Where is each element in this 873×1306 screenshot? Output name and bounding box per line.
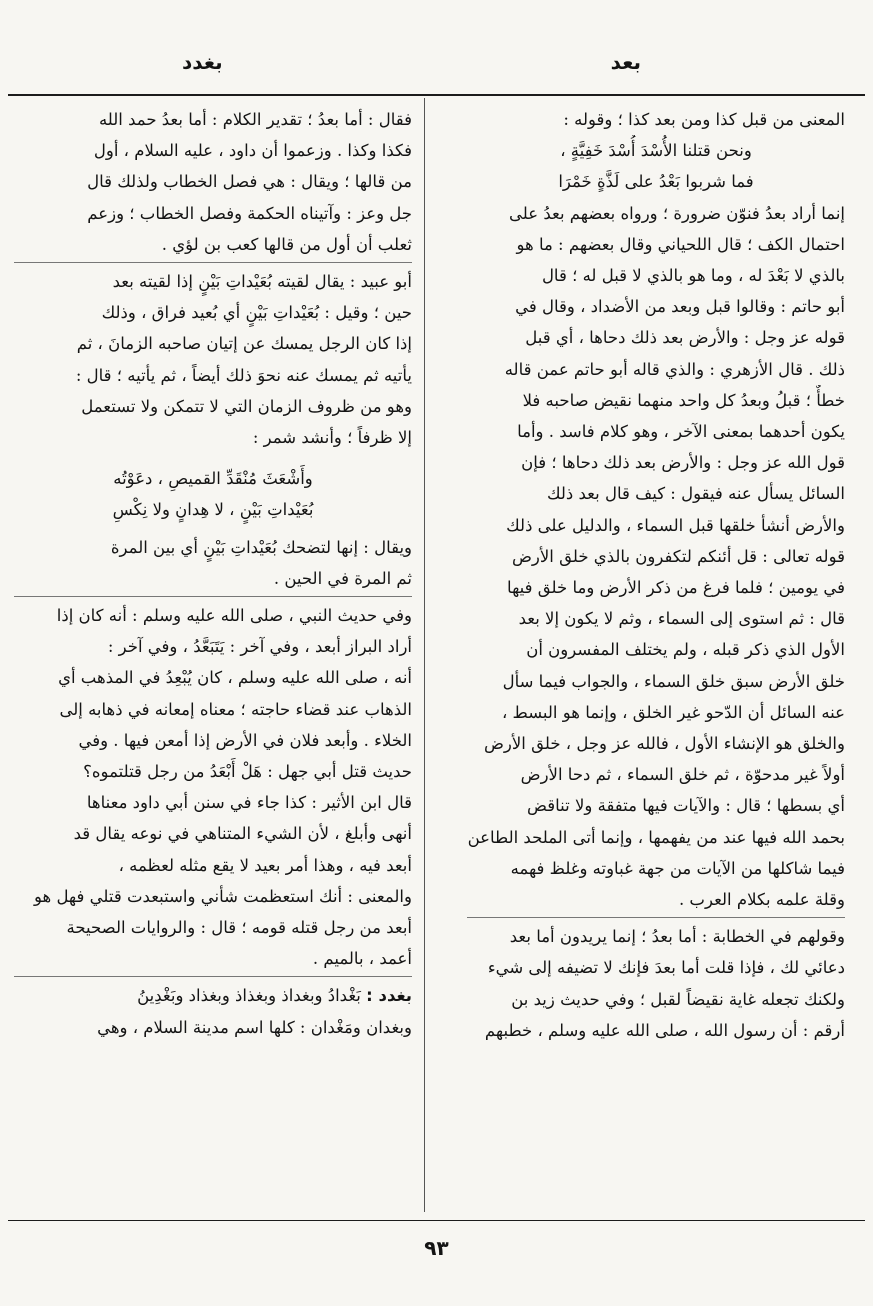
- text-line: قوله تعالى : قل أئنكم لتكفرون بالذي خلق الأرض: [511, 546, 845, 566]
- text-line: حين ؛ وقيل : بُعَيْداتِ بَيْنٍ أي بُعيد فراق ، وذلك: [101, 303, 412, 323]
- text-line: جل وعز : وآتيناه الحكمة وفصل الخطاب ؛ وزعم: [87, 203, 412, 223]
- left-paragraph-2: [14, 266, 412, 453]
- text-line: خلق الأرض سبق خلق السماء ، والجواب فيما سأل: [502, 671, 845, 691]
- text-line: وقلة علمه بكلام العرب .: [678, 890, 845, 910]
- paragraph-divider: [467, 917, 845, 918]
- text-line: وهو من ظروف الزمان التي لا تتمكن ولا تستعمل: [81, 396, 412, 416]
- text-line: يكون أحدهما بمعنى الآخر ، وهو كلام فاسد . وأما: [517, 422, 845, 442]
- text-line: قول الله عز وجل : والأرض بعد ذلك دحاها ؛ فإن: [521, 453, 845, 473]
- text-line: خطأٌ ؛ قبلُ وبعدُ كل واحد منهما نقيض صاحبه فلا: [522, 390, 845, 410]
- page-number: ٩٣: [424, 1236, 449, 1260]
- text-line: في يومين ؛ فلما فرغ من ذكر الأرض وما خلق فيها: [507, 578, 845, 598]
- entry-text: بَغْدادُ وبغداذ وبغذاذ وبغذاد وبَغْدِينُ: [137, 986, 367, 1006]
- text-line: فكذا وكذا . وزعموا أن داود ، عليه السلام ، أول: [93, 141, 412, 161]
- text-line: ويقال : إنها لتضحك بُعَيْداتِ بَيْنٍ أي بين المرة: [110, 537, 412, 557]
- entry-first-line: [14, 980, 412, 1011]
- text-line: حديث قتل أبي جهل : هَلْ أَبْعَدُ من رجل قتلتموه؟: [83, 762, 412, 782]
- running-headword-right: بعد: [610, 50, 641, 74]
- text-line: وفي حديث النبي ، صلى الله عليه وسلم : أنه كان إذا: [56, 606, 412, 626]
- right-paragraph-1: [467, 104, 845, 915]
- text-line: ذلك . قال الأزهري : والذي قاله أبو حاتم عمن قاله: [504, 359, 845, 379]
- text-line: ثعلب أن أول من قالها كعب بن لؤي .: [161, 234, 412, 254]
- verse-line: وأَشْعَثَ مُنْقَدِّ القميصِ ، دعَوْتُه: [113, 469, 313, 489]
- text-line: ولكنك تجعله غاية نقيضاً لقبل ؛ وفي حديث زيد بن: [511, 989, 845, 1009]
- text-line: أي بسطها ؛ قال : والآيات فيها متفقة ولا تناقض: [527, 796, 845, 816]
- text-line: وبغدان ومَغْدان : كلها اسم مدينة السلام ، وهي: [97, 1017, 412, 1037]
- text-line: الذهاب عند قضاء حاجته ؛ معناه إمعانه في ذهابه إلى: [59, 699, 412, 719]
- text-line: إلا ظرفاً ؛ وأنشد شمر :: [252, 428, 412, 448]
- column-separator: [424, 98, 425, 1212]
- text-line: والخلق هو الإنشاء الأول ، فالله عز وجل ، خلق الأرض: [483, 734, 845, 754]
- text-line: دعائي لك ، فإذا قلت أما بعدَ فإنك لا تضيفه إلى شيء: [487, 958, 845, 978]
- text-line: يأتيه ثم يمسك عنه نحوَ ذلك أيضاً ، ثم يأتيه ؛ قال :: [75, 365, 412, 385]
- text-line: إذا كان الرجل يمسك عن إتيان صاحبه الزمانَ ، ثم: [76, 334, 412, 354]
- text-line: والأرض أنشأ خلقها قبل السماء ، والدليل على ذلك: [506, 515, 845, 535]
- running-headword-left: بغدد: [182, 50, 223, 74]
- text-line: أنه ، صلى الله عليه وسلم ، كان يُبْعِدُ في المذهب أي: [58, 668, 412, 688]
- text-line: الأول الذي ذكر قبله ، ولم يختلف المفسرون أن: [526, 640, 845, 660]
- text-line: بحمد الله فيها عند من يفهمها ، وإنما أتى الملحد الطاعن: [467, 827, 845, 847]
- text-line: عنه السائل أن الدّحو غير الخلق ، وإنما هو البسط ،: [501, 702, 845, 722]
- text-line: ثم المرة في الحين .: [273, 568, 412, 588]
- entry-lemma: بغدد :: [366, 986, 412, 1006]
- right-paragraph-2: [467, 921, 845, 1046]
- text-line: قال ابن الأثير : كذا جاء في سنن أبي داود معناها: [86, 793, 412, 813]
- left-column: [14, 104, 412, 1043]
- text-line: أرقم : أن رسول الله ، صلى الله عليه وسلم ، خطبهم: [484, 1020, 845, 1040]
- left-paragraph-4: [14, 600, 412, 974]
- verse-line: فما شربوا بَعْدُ على لَذَّةٍ خَمْرَا: [558, 172, 754, 192]
- entry-bghdd: [14, 980, 412, 1042]
- left-verse: [14, 463, 412, 525]
- text-line: قال : ثم استوى إلى السماء ، وثم لا يكون إلا بعد: [518, 609, 845, 629]
- text-line: والمعنى : أنك استعظمت شأني واستبعدت قتلي فهل هو: [33, 886, 412, 906]
- left-paragraph-3: [14, 532, 412, 594]
- text-line: أولاً غير مدحوّة ، ثم خلق السماء ، ثم دحا الأرض: [520, 765, 845, 785]
- text-line: أنهى وأبلغ ، لأن الشيء المتناهي في نوعه يقال قد: [73, 824, 412, 844]
- right-column: [467, 104, 845, 1046]
- text-line: من قالها ؛ ويقال : هي فصل الخطاب ولذلك قال: [87, 172, 412, 192]
- text-line: وقولهم في الخطابة : أما بعدُ ؛ إنما يريدون أما بعد: [509, 927, 845, 947]
- text-line: احتمال الكف ؛ قال اللحياني وقال بعضهم : ما هو: [516, 234, 845, 254]
- paragraph-divider: [14, 262, 412, 263]
- text-line: أراد البراز أبعد ، وفي آخر : يَتَبَعَّدُ ، وفي آخر :: [107, 637, 412, 657]
- text-line: فقال : أما بعدُ ؛ تقدير الكلام : أما بعدُ حمد الله: [98, 110, 412, 129]
- text-line: أبعد من رجل قتله قومه ؛ قال : والروايات الصحيحة: [66, 918, 412, 938]
- text-line: بالذي لا بَعْدَ له ، وما هو بالذي لا قبل له ؛ قال: [541, 266, 845, 286]
- verse-line: ونحن قتلنا الأُسْدَ أُسْدَ خَفِيَّةٍ ،: [560, 141, 752, 161]
- verse-line: بُعَيْداتِ بَيْنٍ ، لا هِدانٍ ولا نِكْسِ: [112, 500, 314, 520]
- text-line: أعمد ، بالميم .: [312, 949, 412, 969]
- text-line: أبعد فيه ، وهذا أمر بعيد لا يقع مثله لعظمه ،: [118, 855, 412, 875]
- text-line: السائل يسأل عنه فيقول : كيف قال بعد ذلك: [547, 484, 845, 504]
- text-line: المعنى من قبل كذا ومن بعد كذا ؛ وقوله :: [563, 110, 845, 129]
- footer-rule: [8, 1220, 865, 1221]
- text-line: قوله عز وجل : والأرض بعد ذلك دحاها ، أي قبل: [525, 328, 845, 348]
- text-line: فيما شاكلها من الآيات من جهة غباوته وغلظ فهمه: [510, 858, 845, 878]
- text-line: الخلاء . وأبعد فلان في الأرض إذا أمعن فيها . وفي: [78, 730, 412, 750]
- header-rule: [8, 94, 865, 96]
- left-paragraph-1: [14, 104, 412, 260]
- text-line: أبو عبيد : يقال لقيته بُعَيْداتِ بَيْنٍ إذا لقيته بعد: [112, 272, 412, 292]
- paragraph-divider: [14, 976, 412, 977]
- text-line: إنما أراد بعدُ فنوّن ضرورة ؛ ورواه بعضهم بعدُ على: [509, 203, 845, 223]
- text-line: أبو حاتم : وقالوا قبل وبعد من الأضداد ، وقال في: [515, 297, 845, 317]
- paragraph-divider: [14, 596, 412, 597]
